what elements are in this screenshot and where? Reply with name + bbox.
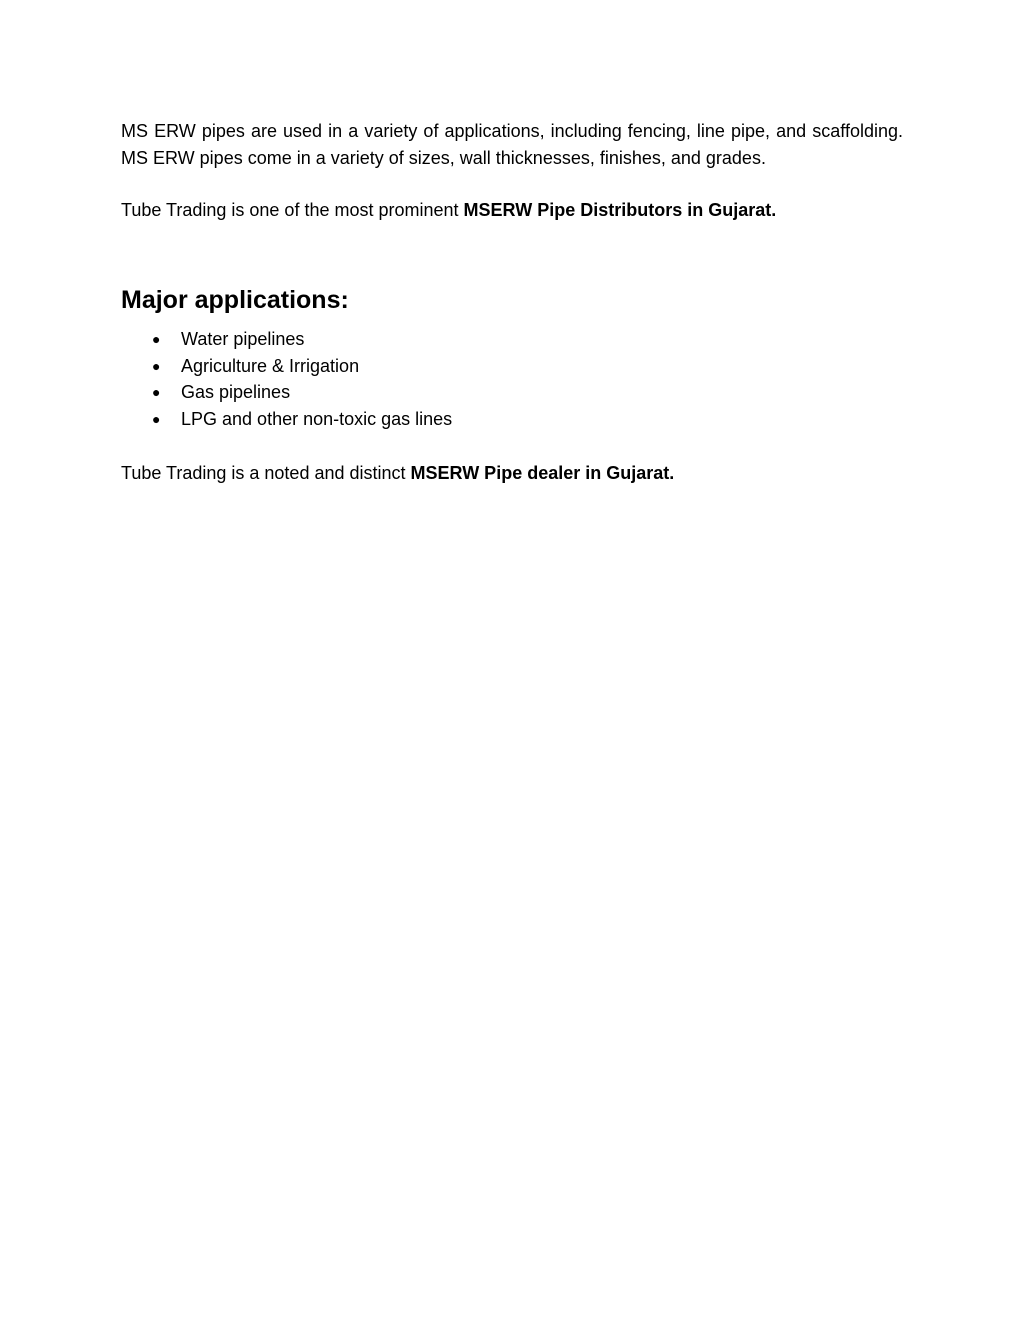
distributors-text: Tube Trading is one of the most prominent <box>121 200 464 220</box>
applications-list <box>121 326 903 432</box>
bullet-icon: ● <box>152 331 161 347</box>
dealer-bold-text: MSERW Pipe dealer in Gujarat. <box>410 463 675 483</box>
list-item-label: Agriculture & Irrigation <box>181 355 360 376</box>
applications-heading: Major applications: <box>121 286 349 314</box>
list-item <box>121 379 903 406</box>
dealer-text: Tube Trading is a noted and distinct <box>121 463 411 483</box>
list-item <box>121 326 903 353</box>
list-item-label: Water pipelines <box>181 329 305 349</box>
intro-paragraph: MS ERW pipes are used in a variety of applications, including fencing, line pipe, and scaffolding. MS ERW pipes come in a variety of sizes, wall thicknesses, finishes, and grades. <box>121 121 903 168</box>
list-item <box>121 406 903 433</box>
bullet-icon: ● <box>152 357 161 374</box>
dealer-paragraph <box>121 460 674 487</box>
distributors-bold-text: MSERW Pipe Distributors in Gujarat. <box>463 200 777 220</box>
distributors-paragraph <box>121 197 903 224</box>
document-page <box>121 118 903 483</box>
bullet-icon: ● <box>152 410 161 427</box>
bullet-icon: ● <box>152 384 161 400</box>
list-item-label: Gas pipelines <box>181 382 291 402</box>
list-item-label: LPG and other non-toxic gas lines <box>181 408 453 429</box>
list-item <box>121 353 903 380</box>
